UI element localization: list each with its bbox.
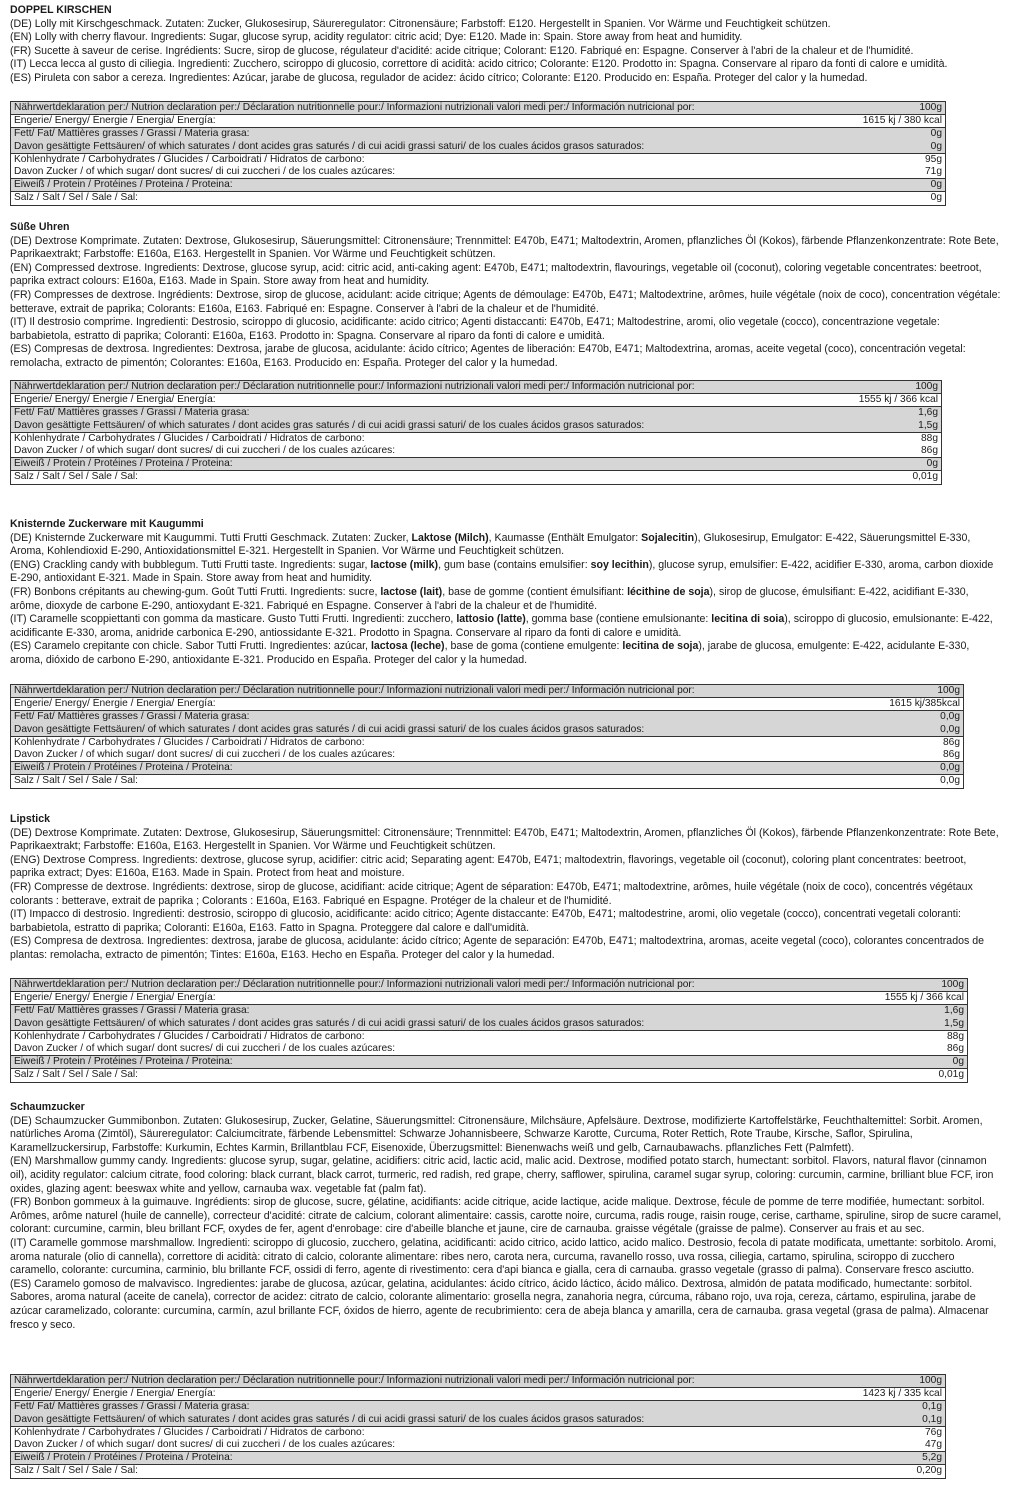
saturates-value: 0,1g (842, 1414, 946, 1427)
carbs-value: 88g (861, 1030, 967, 1043)
allergen-highlight: soy lecithin (590, 558, 649, 571)
salt-value: 0g (842, 192, 946, 205)
ingredients-it: (IT) Caramelle scoppiettanti con gomma da masticare. Gusto Tutti Frutti. Ingredienti: zucchero, lattosio (latte), gomma base (contiene emulsionante: lecitina di soia), sciroppo di glucosio, emulsionante: E-422, acidificante E-330, aroma, anidride carbonica E-290, antiossidante E-321. Prodotto in Spagna. Conservare al riparo da fonti di calore e umidità. (10, 613, 993, 639)
carbs-label: Kohlenhydrate / Carbohydrates / Glucides / Carboidrati / Hidratos de carbono: (11, 1426, 842, 1439)
saturates-label: Davon gesättigte Fettsäuren/ of which saturates / dont acides gras saturés / di cui acidi grassi saturi/ de los cuales ácidos grasos saturados: (11, 1414, 842, 1427)
nutrition-header: Nährwertdeklaration per:/ Nutrion declaration per:/ Déclaration nutritionnelle pour:/ Informazioni nutrizionali valori medi per:/ Información nutricional por: (11, 381, 839, 394)
ingredients-it: (IT) Lecca lecca al gusto di ciliegia. Ingredienti: Zucchero, sciroppo di glucosio, correttore di acidità: acido citrico; Colorante: E120. Prodotto in: Spagna. Conservare al riparo da fonti di calore e umidità. (10, 58, 948, 71)
energy-label: Engerie/ Energy/ Énergie / Energia/ Energía: (11, 992, 862, 1005)
ingredients-fr: (FR) Sucette à saveur de cerise. Ingrédients: Sucre, sirop de glucose, régulateur d'acidité: acide citrique; Colorant: E120. Fabriqué en: Espagne. Conserver à l'abri de la chaleur et de l'humidité. (10, 44, 914, 57)
allergen-highlight: lécithine de soja (627, 585, 710, 598)
fat-label: Fett/ Fat/ Mattières grasses / Grassi / Materia grasa: (11, 128, 842, 141)
energy-value: 1555 kj / 366 kcal (838, 394, 941, 407)
protein-label: Eiweiß / Protein / Protéines / Proteina / Proteina: (11, 179, 842, 192)
saturates-label: Davon gesättigte Fettsäuren/ of which saturates / dont acides gras saturés / di cui acidi grassi saturi/ de los cuales ácidos grasos saturados: (11, 724, 868, 737)
product-title: Süße Uhren (10, 221, 70, 233)
carbs-value: 86g (867, 736, 963, 749)
product-section-knisternde-zuckerware (10, 518, 1002, 668)
nutrition-per: 100g (838, 381, 941, 394)
sugar-value: 47g (925, 1439, 942, 1451)
salt-label: Salz / Salt / Sel / Sale / Sal: (11, 192, 842, 205)
ingredients-fr: (FR) Compresses de dextrose. Ingrédients: Dextrose, sirop de glucose, acidulant: acide citrique; Agents de démoulage: E470b, E471; Maltodextrine, arômes, huile végétale (noix de coco), concentration végétale: betterave, extrait de paprika; Colorants: E160a, E163. Fabriqué en: Espagne. Conserver à l'abri de la chaleur et de l'humidité. (10, 288, 1001, 315)
protein-label: Eiweiß / Protein / Protéines / Proteina / Proteina: (11, 1452, 842, 1465)
protein-value: 0g (838, 458, 941, 471)
salt-label: Salz / Salt / Sel / Sale / Sal: (11, 471, 839, 484)
ingredients-es: (ES) Compresas de dextrosa. Ingredientes: Dextrosa, jarabe de glucosa, acidulante: ácido cítrico; Agentes de liberación: E470b, E471; Maltodextrina, aromas, aceite vegetal (coco), concentración vegetal: remolacha, extracto de pimentón; Colorantes: E160a, E163. Producido en: España. Proteger del calor y la humedad. (10, 343, 966, 369)
nutrition-table (10, 978, 968, 1083)
carbs-value: 76g (842, 1426, 946, 1439)
ingredients-en: (EN) Compressed dextrose. Ingredients: Dextrose, glucose syrup, acid: citric acid, anti-caking agent: E470b, E471; maltodextrin, flavourings, vegetable oil (coconut), coloring vegetable concentrates: beetroot, paprika extract colours: E160a, E163. Made in Spain. Store away from heat and humidity. (10, 261, 982, 288)
saturates-label: Davon gesättigte Fettsäuren/ of which saturates / dont acides gras saturés / di cui acidi grassi saturi/ de los cuales ácidos grasos saturados: (11, 141, 842, 154)
sugar-label: Davon Zucker / of which sugar/ dont sucres/ di cui zuccheri / de los cuales azúcares: (14, 749, 396, 761)
energy-value: 1615 kj / 380 kcal (842, 115, 946, 128)
product-section-lipstick (10, 813, 1002, 963)
sugar-label: Davon Zucker / of which sugar/ dont sucres/ di cui zuccheri / de los cuales azúcares: (14, 166, 396, 178)
salt-value: 0,01g (861, 1069, 967, 1082)
fat-value: 0g (842, 128, 946, 141)
sugar-value: 86g (921, 445, 938, 457)
allergen-highlight: lattosio (latte) (456, 613, 526, 626)
ingredients-en: (ENG) Dextrose Compress. Ingredients: dextrose, glucose syrup, acidifier: citric acid; Separating agent: E470b, E471; maltodextrin, flavorings, vegetable oil (coconut), coloring plant concentrates: beetroot, paprika extract; Dyes: E160a, E163. Made in Spain. Protect from heat and moisture. (10, 853, 967, 880)
nutrition-header: Nährwertdeklaration per:/ Nutrion declaration per:/ Déclaration nutritionnelle pour:/ Informazioni nutrizionali valori medi per:/ Información nutricional por: (11, 102, 842, 115)
fat-value: 0,1g (842, 1401, 946, 1414)
energy-label: Engerie/ Energy/ Énergie / Energia/ Energía: (11, 394, 839, 407)
ingredients-fr: (FR) Bonbons crépitants au chewing-gum. Goût Tutti Frutti. Ingredients: sucre, lactose (lait), base de gomme (contient émulsifiant: lécithine de soja), sirop de glucose, émulsifiant: E-422, acidifiant E-330, arôme, dioxyde de carbone E-290, antioxydant E-321. Fabriqué en Espagne. Conserver à l'abri de la chaleur et de l'humidité. (10, 585, 969, 612)
product-title: Schaumzucker (10, 1101, 85, 1113)
nutrition-header: Nährwertdeklaration per:/ Nutrion declaration per:/ Déclaration nutritionnelle pour:/ Informazioni nutrizionali valori medi per:/ Información nutricional por: (11, 979, 862, 992)
salt-value: 0,0g (867, 775, 963, 788)
allergen-highlight: lactosa (leche) (370, 640, 445, 653)
product-section-schaumzucker (10, 1101, 1004, 1332)
ingredients-it: (IT) Il destrosio comprime. Ingredienti: Destrosio, sciroppo di glucosio, acidificante: acido citrico; Agenti distaccanti: E470b, E471; Maltodestrine, aromi, olio vegetale (cocco), concentrazione vegetale: barbabietola, estratto di paprika; Coloranti: E160a, E163. Prodotto in: Spagna. Conservare al riparo da fonti di calore e umidità. (10, 316, 940, 342)
ingredients-de: (DE) Dextrose Komprimate. Zutaten: Dextrose, Glukosesirup, Säuerungsmittel: Citronensäure; Trennmittel: E470b, E471; Maltodextrin, Aromen, pflanzliches Öl (Kokos), färbende Pflanzenkonzentrate: Rote Bete, Paprikaextrakt; Farbstoffe: E160a, E163. Hergestellt in Spanien. Vor Wärme und Feuchtigkeit schützen. (10, 234, 999, 261)
carbs-label: Kohlenhydrate / Carbohydrates / Glucides / Carboidrati / Hidratos de carbono: (11, 1030, 862, 1043)
nutrition-per: 100g (867, 685, 963, 698)
salt-value: 0,01g (838, 471, 941, 484)
allergen-highlight: Sojalecitin (641, 531, 695, 544)
carbs-label: Kohlenhydrate / Carbohydrates / Glucides / Carboidrati / Hidratos de carbono: (11, 432, 839, 445)
energy-label: Engerie/ Energy/ Énergie / Energia/ Energía: (11, 1388, 842, 1401)
saturates-value: 0g (842, 141, 946, 154)
salt-value: 0,20g (842, 1465, 946, 1478)
product-title: Lipstick (10, 813, 51, 825)
nutrition-per: 100g (842, 1375, 946, 1388)
fat-label: Fett/ Fat/ Mattières grasses / Grassi / Materia grasa: (11, 1401, 842, 1414)
saturates-label: Davon gesättigte Fettsäuren/ of which saturates / dont acides gras saturés / di cui acidi grassi saturi/ de los cuales ácidos grasos saturados: (11, 420, 839, 433)
ingredients-en: (EN) Marshmallow gummy candy. Ingredients: glucose syrup, sugar, gelatine, acidifiers: citric acid, lactic acid, malic acid. Dextrose, modified potato starch, humectant: sorbitol. Flavors, natural flavor (cinnamon oil), acidity regulator: calcium citrate, food coloring: black currant, black carrot, turmeric, red radish, red grape, cherry, safflower, spirulina, caramel sugar syrup, coloring: curcumin, carmine, brilliant blue FCF, iron oxides, glazing agent: beeswax white and yellow, carnauba wax. vegetable fat (palm fat). (10, 1155, 994, 1195)
energy-value: 1423 kj / 335 kcal (842, 1388, 946, 1401)
nutrition-header: Nährwertdeklaration per:/ Nutrion declaration per:/ Déclaration nutritionnelle pour:/ Informazioni nutrizionali valori medi per:/ Información nutricional por: (11, 1375, 842, 1388)
nutrition-table (10, 684, 964, 789)
ingredients-de: (DE) Lolly mit Kirschgeschmack. Zutaten: Zucker, Glukosesirup, Säureregulator: Citronensäure; Farbstoff: E120. Hergestellt in Spanien. Vor Wärme und Feuchtigkeit schützen. (10, 17, 831, 30)
fat-label: Fett/ Fat/ Mattières grasses / Grassi / Materia grasa: (11, 1005, 862, 1018)
salt-label: Salz / Salt / Sel / Sale / Sal: (11, 1069, 862, 1082)
allergen-highlight: lactose (milk) (370, 558, 439, 571)
protein-value: 5,2g (842, 1452, 946, 1465)
ingredients-es: (ES) Caramelo crepitante con chicle. Sabor Tutti Frutti. Ingredientes: azúcar, lactosa (leche), base de goma (contiene emulgente: lecitina de soja), jarabe de glucosa, emulgente: E-422, acidulante E-330, aroma, dióxido de carbono E-290, antioxidante E-321. Producido en España. Proteger del calor y la humedad. (10, 640, 970, 666)
salt-label: Salz / Salt / Sel / Sale / Sal: (11, 1465, 842, 1478)
sugar-value: 71g (925, 166, 942, 178)
ingredients-de: (DE) Schaumzucker Gummibonbon. Zutaten: Glukosesirup, Zucker, Gelatine, Säuerungsmittel: Citronensäure, Milchsäure, Apfelsäure. Dextrose, modifizierte Kartoffelstärke, Feuchthaltemittel: Sorbit. Aromen, natürliches Aroma (Zimtöl), Säureregulator: Calciumcitrate, färbende Lebensmittel: Schwarze Johannisbeere, Schwarze Karotte, Curcuma, Roter Rettich, Rote Traube, Kirsche, Saflor, Spirulina, Karamellzuckersirup, Farbstoffe: Kurkumin, Echtes Karmin, Brillantblau FCF, Eisenoxide, Überzugsmittel: Bienenwachs weiß und gelb, Carnaubawachs. pflanzliches Fett (Palmfett). (10, 1114, 983, 1154)
energy-value: 1615 kj/385kcal (867, 698, 963, 711)
carbs-label: Kohlenhydrate / Carbohydrates / Glucides / Carboidrati / Hidratos de carbono: (11, 153, 842, 166)
protein-label: Eiweiß / Protein / Protéines / Proteina / Proteina: (11, 1056, 862, 1069)
nutrition-table (10, 101, 946, 206)
protein-label: Eiweiß / Protein / Protéines / Proteina / Proteina: (11, 762, 868, 775)
ingredients-en: (EN) Lolly with cherry flavour. Ingredients: Sugar, glucose syrup, acidity regulator: citric acid; Dye: E120. Made in: Spain. Store away from heat and humidity. (10, 31, 743, 44)
ingredients-fr: (FR) Compresse de dextrose. Ingrédients: dextrose, sirop de glucose, acidifiant: acide citrique; Agent de séparation: E470b, E471; maltodextrine, arômes, huile végétale (noix de coco), concentrés végétaux colorants : betterave, extrait de paprika ; Colorants : E160a, E163. Fabriqué en Espagne. Protéger de la chaleur et de l'humidité. (10, 880, 973, 907)
saturates-value: 1,5g (838, 420, 941, 433)
energy-label: Engerie/ Energy/ Énergie / Energia/ Energía: (11, 698, 868, 711)
allergen-highlight: lecitina di soia (711, 613, 785, 626)
fat-label: Fett/ Fat/ Mattières grasses / Grassi / Materia grasa: (11, 711, 868, 724)
saturates-value: 1,5g (861, 1018, 967, 1031)
product-title: Knisternde Zuckerware mit Kaugummi (10, 518, 204, 530)
ingredients-fr: (FR) Bonbon gommeux à la guimauve. Ingrédients: sirop de glucose, sucre, gélatine, acidifiants: acide citrique, acide lactique, acide malique. Dextrose, fécule de pomme de terre modifiée, humectant: sorbitol. Arômes, arôme naturel (huile de cannelle), correcteur d'acidité: citrate de calcium, colorant alimentaire: cassis, carotte noire, curcuma, radis rouge, raisin rouge, cerise, carthame, spiruline, sirop de sucre caramel, colorant: curcumine, carmin, bleu brillant FCF, oxydes de fer, agent d'enrobage: cire d'abeille blanche et jaune, cire de carnauba. graisse végétale (graisse de palme). Conserver au frais et au sec. (10, 1196, 1002, 1236)
sugar-label: Davon Zucker / of which sugar/ dont sucres/ di cui zuccheri / de los cuales azúcares: (14, 445, 396, 457)
allergen-highlight: Laktose (Milch) (411, 531, 489, 544)
ingredients-en: (ENG) Crackling candy with bubblegum. Tutti Frutti taste. Ingredients: sugar, lactose (milk), gum base (contains emulsifier: soy lecithin), glucose syrup, emulsifier: E-422, acidifier E-330, aroma, carbon dioxide E-290, antioxidant E-321. Made in Spain. Store away from heat and humidity. (10, 558, 994, 585)
fat-value: 1,6g (861, 1005, 967, 1018)
product-section-doppel-kirschen (10, 4, 1000, 86)
fat-label: Fett/ Fat/ Mattières grasses / Grassi / Materia grasa: (11, 407, 839, 420)
salt-label: Salz / Salt / Sel / Sale / Sal: (11, 775, 868, 788)
saturates-value: 0,0g (867, 724, 963, 737)
allergen-highlight: lactose (lait) (380, 585, 443, 598)
ingredients-es: (ES) Piruleta con sabor a cereza. Ingredientes: Azúcar, jarabe de glucosa, regulador de acidez: ácido cítrico; Colorante: E120. Producido en: España. Proteger del calor y la humedad. (10, 71, 868, 84)
protein-value: 0g (842, 179, 946, 192)
ingredients-es: (ES) Caramelo gomoso de malvavisco. Ingredientes: jarabe de glucosa, azúcar, gelatina, acidulantes: ácido cítrico, ácido láctico, ácido málico. Dextrosa, almidón de patata modificado, humectante: sorbitol. Sabores, aroma natural (aceite de canela), corrector de acidez: citrato de calcio, colorante alimentario: grosella negra, zanahoria negra, cúrcuma, rábano rojo, uva roja, cereza, cártamo, espirulina, jarabe de azúcar caramelizado, colorante: curcumina, carmín, azul brillante FCF, óxidos de hierro, agente de recubrimiento: cera de abeja blanca y amarilla, cera de carnauba. grasa vegetal (grasa de palma). Almacenar fresco y seco. (10, 1277, 989, 1331)
product-section-suesse-uhren (10, 221, 1002, 371)
product-title: DOPPEL KIRSCHEN (10, 4, 112, 16)
ingredients-de: (DE) Knisternde Zuckerware mit Kaugummi. Tutti Frutti Geschmack. Zutaten: Zucker, Laktose (Milch), Kaumasse (Enthält Emulgator: Sojalecitin), Glukosesirup, Emulgator: E-422, Säuerungsmittel E-330, Aroma, Kohlendioxid E-290, Antioxidationsmittel E-321. Hergestellt in Spanien. Vor Wärme und Feuchtigkeit schützen. (10, 531, 971, 558)
nutrition-header: Nährwertdeklaration per:/ Nutrion declaration per:/ Déclaration nutritionnelle pour:/ Informazioni nutrizionali valori medi per:/ Información nutricional por: (11, 685, 868, 698)
allergen-highlight: lecitina de soja (622, 640, 699, 653)
nutrition-table (10, 380, 942, 485)
sugar-label: Davon Zucker / of which sugar/ dont sucres/ di cui zuccheri / de los cuales azúcares: (14, 1439, 396, 1451)
protein-value: 0g (861, 1056, 967, 1069)
energy-label: Engerie/ Energy/ Énergie / Energia/ Energía: (11, 115, 842, 128)
fat-value: 1,6g (838, 407, 941, 420)
ingredients-it: (IT) Caramelle gommose marshmallow. Ingredienti: sciroppo di glucosio, zucchero, gelatina, acidificanti: acido citrico, acido lattico, acido malico. Destrosio, fecola di patate modificata, umettante: sorbitolo. Aromi, aroma naturale (olio di cannella), correttore di acidità: citrato di calcio, colorante alimentare: ribes nero, carota nera, curcuma, ravanello rosso, uva rossa, ciliegia, cartamo, spirulina, sciroppo di zucchero caramello, colorante: curcumina, carminio, blu brillante FCF, ossidi di ferro, agente di rivestimento: cera d'api bianca e gialla, cera di carnauba. grasso vegetale (grasso di palma). Conservare fresco asciutto. (10, 1236, 997, 1277)
carbs-value: 88g (838, 432, 941, 445)
energy-value: 1555 kj / 366 kcal (861, 992, 967, 1005)
carbs-label: Kohlenhydrate / Carbohydrates / Glucides / Carboidrati / Hidratos de carbono: (11, 736, 868, 749)
nutrition-per: 100g (842, 102, 946, 115)
nutrition-table (10, 1374, 946, 1479)
sugar-value: 86g (947, 1043, 964, 1055)
fat-value: 0,0g (867, 711, 963, 724)
sugar-label: Davon Zucker / of which sugar/ dont sucres/ di cui zuccheri / de los cuales azúcares: (14, 1043, 396, 1055)
nutrition-per: 100g (861, 979, 967, 992)
ingredients-it: (IT) Impacco di destrosio. Ingredienti: destrosio, sciroppo di glucosio, acidificante: acido citrico; Agente distaccante: E470b, E471; maltodestrine, aromi, olio vegetale (cocco), concentrati vegetali coloranti: barbabietola, estratto di paprika; Coloranti: E160a, E163. Fatto in Spagna. Proteggere dal calore e dall'umidità. (10, 908, 961, 934)
saturates-label: Davon gesättigte Fettsäuren/ of which saturates / dont acides gras saturés / di cui acidi grassi saturi/ de los cuales ácidos grasos saturados: (11, 1018, 862, 1031)
protein-value: 0,0g (867, 762, 963, 775)
ingredients-de: (DE) Dextrose Komprimate. Zutaten: Dextrose, Glukosesirup, Säuerungsmittel: Citronensäure; Trennmittel: E470b, E471; Maltodextrin, Aromen, pflanzliches Öl (Kokos), färbende Pflanzenkonzentrate: Rote Bete, Paprikaextrakt; Farbstoffe: E160a, E163. Hergestellt in Spanien. Vor Wärme und Feuchtigkeit schützen. (10, 826, 999, 853)
sugar-value: 86g (943, 749, 960, 761)
protein-label: Eiweiß / Protein / Protéines / Proteina / Proteina: (11, 458, 839, 471)
carbs-value: 95g (842, 153, 946, 166)
ingredients-es: (ES) Compresa de dextrosa. Ingredientes: dextrosa, jarabe de glucosa, acidulante: ácido cítrico; Agente de separación: E470b, E471; maltodextrina, aromas, aceite vegetal (coco), colorantes concentrados de plantas: remolacha, extracto de pimentón; Tintes: E160a, E163. Hecho en España. Proteger del calor y la humedad. (10, 935, 985, 961)
